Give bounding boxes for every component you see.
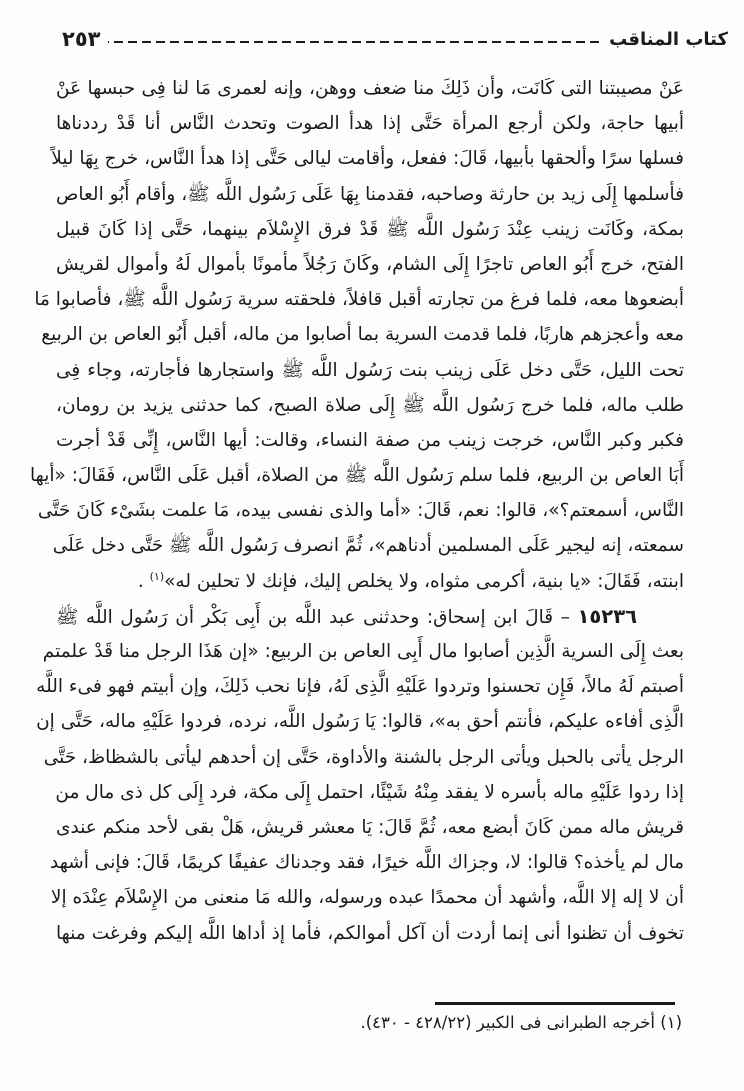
paragraph-end-line: [56, 564, 684, 599]
page-header: [0, 0, 744, 51]
text-line: الرجل يأتى بالحبل ويأتى الرجل بالشنة والأداوة، حَتَّى إن أحدهم ليأتى بالشظاظ، حَتَّى: [43, 746, 684, 768]
text-line: الفتح، خرج أَبُو العاص تاجرًا إِلَى الشام، وكَانَ رَجُلاً مأمونًا بأموال لَهُ وأموال لقريش: [56, 253, 684, 275]
text-line: أصبتم لَهُ مالاً، فَإِن تحسنوا وتردوا عَلَيْهِ الَّذِى لَهُ، فإنا نحب ذَلِكَ، وإن أبيتم فهو فىء اللَّه: [36, 676, 684, 698]
text-line: فأسلمها إِلَى زيد بن حارثة وصاحبه، فقدمنا بِهَا عَلَى رَسُول اللَّه ﷺ، وأقام أَبُو العاص: [56, 183, 684, 205]
hadith-first-line: [56, 599, 684, 634]
hadith-first-line-text: – قَالَ ابن إسحاق: وحدثنى عبد اللَّه بن أَبِى بَكْر أن رَسُول اللَّه ﷺ: [56, 606, 570, 628]
header-dashed-rule: [108, 41, 599, 43]
text-line: مال لم يأخذه؟ قالوا: لا، وجزاك اللَّه خيرًا، فقد وجدناك عفيفًا كريمًا، قَالَ: فإنى أشهد: [50, 852, 684, 874]
text-line: فسلها سرًا وألحقها بأبيها، قَالَ: ففعل، وأقامت ليالى حَتَّى إذا هدأ النَّاس، خرج بِهَا ليلاً: [51, 148, 684, 170]
paragraph-continuation: [30, 71, 684, 599]
text-line: أن لا إله إلا اللَّه، وأشهد أن محمدًا عبده ورسوله، والله مَا منعنى من الإِسْلاَم عِنْدَه إلا: [50, 887, 684, 909]
page-number: ٢٥٣: [62, 27, 101, 51]
text-line: عَنْ مصيبتنا التى كَانَت، وأن ذَلِكَ منا ضعف ووهن، وإنه لعمرى مَا لنا فِى حبسها عَنْ: [56, 78, 684, 99]
text-line: معه وأعجزهم هاربًا، فلما قدمت السرية بما أصابوا من ماله، أقبل أَبُو العاص بن الربيع: [41, 324, 684, 346]
text-line: بمكة، وكَانَت زينب عِنْدَ رَسُول اللَّه ﷺ قَدْ فرق الإِسْلاَم بينهما، حَتَّى إذا كَانَ قبيل: [56, 218, 684, 240]
text-line: تخوف أن تظنوا أنى إنما أردت أن آكل أموالكم، فأما إذ أداها اللَّه إليكم وفرغت منها: [56, 922, 684, 944]
text-line: بعث إِلَى السرية الَّذِين أصابوا مال أَبِى العاص بن الربيع: «إن هَذَا الرجل منا قَدْ علمتم: [42, 641, 684, 662]
footnote-separator: [435, 1002, 675, 1005]
footnote-ref-marker: (١): [149, 569, 165, 583]
paragraph-lines: [30, 71, 684, 564]
text-line: أبضعوها معه، فلما فرغ من تجارته أقبل قافلاً، فلحقته سرية رَسُول اللَّه ﷺ، فأصابوا مَا: [34, 289, 684, 311]
paragraph-hadith-15236: [36, 599, 684, 951]
text-line: أَبَا العاص بن الربيع، فلما سلم رَسُول اللَّه ﷺ من الصلاة، أقبل عَلَى النَّاس، فَقَالَ: «أيها: [30, 465, 684, 487]
hadith-number: ١٥٢٣٦: [577, 604, 637, 628]
text-line: النَّاس، أسمعتم؟»، قالوا: نعم، قَالَ: «أما والذى نفسى بيده، مَا علمت بشَىْء كَانَ حَتَّى: [37, 500, 684, 522]
sentence-period: .: [137, 570, 144, 592]
text-line: قريش ماله ممن كَانَ أبضع معه، ثُمَّ قَالَ: يَا معشر قريش، هَلْ بقى لأحد منكم عندى: [56, 816, 684, 838]
text-line: تحت الليل، حَتَّى دخل عَلَى زينب بنت رَسُول اللَّه ﷺ واستجارها فأجارته، وجاء فِى: [56, 359, 684, 381]
book-title: كتاب المناقب: [609, 28, 728, 50]
text-line: أبيها حاجة، ولكن أرجع المرأة حَتَّى إذا هدأ الصوت وتحدث النَّاس أنا قَدْ رددناها: [56, 113, 684, 135]
footnote-area: [0, 1002, 744, 1036]
text-line: طلب ماله، فلما خرج رَسُول اللَّه ﷺ إِلَى صلاة الصبح، كما حدثنى يزيد بن رومان،: [56, 394, 684, 416]
footnote-text: (١) أخرجه الطبرانى فى الكبير (٤٢٨/٢٢ - ٤٣٠).: [360, 1012, 682, 1032]
text-line: إذا ردوا عَلَيْهِ ماله بأسره لا يفقد مِنْهُ شَيْئًا، احتمل إِلَى مكة، فرد إِلَى كل ذى مال من: [55, 781, 684, 803]
text-line: سمعته، إنه ليجير عَلَى المسلمين أدناهم»، ثُمَّ انصرف رَسُول اللَّه ﷺ حَتَّى دخل عَلَى: [52, 535, 684, 557]
paragraph-lines: [36, 634, 684, 951]
page-body: [0, 71, 744, 951]
text-line: الَّذِى أفاءه عليكم، فأنتم أحق به»، قالوا: يَا رَسُول اللَّه، نرده، فردوا عَلَيْهِ ماله، حَتَّى إن: [36, 711, 684, 733]
text-line: فكبر وكبر النَّاس، خرجت زينب من صفة النساء، وقالت: أيها النَّاس، إِنِّى قَدْ أجرت: [56, 429, 684, 451]
paragraph-end-text: ابنته، فَقَالَ: «يا بنية، أكرمى مثواه، ولا يخلص إليك، فإنك لا تحلين له»: [164, 570, 684, 592]
